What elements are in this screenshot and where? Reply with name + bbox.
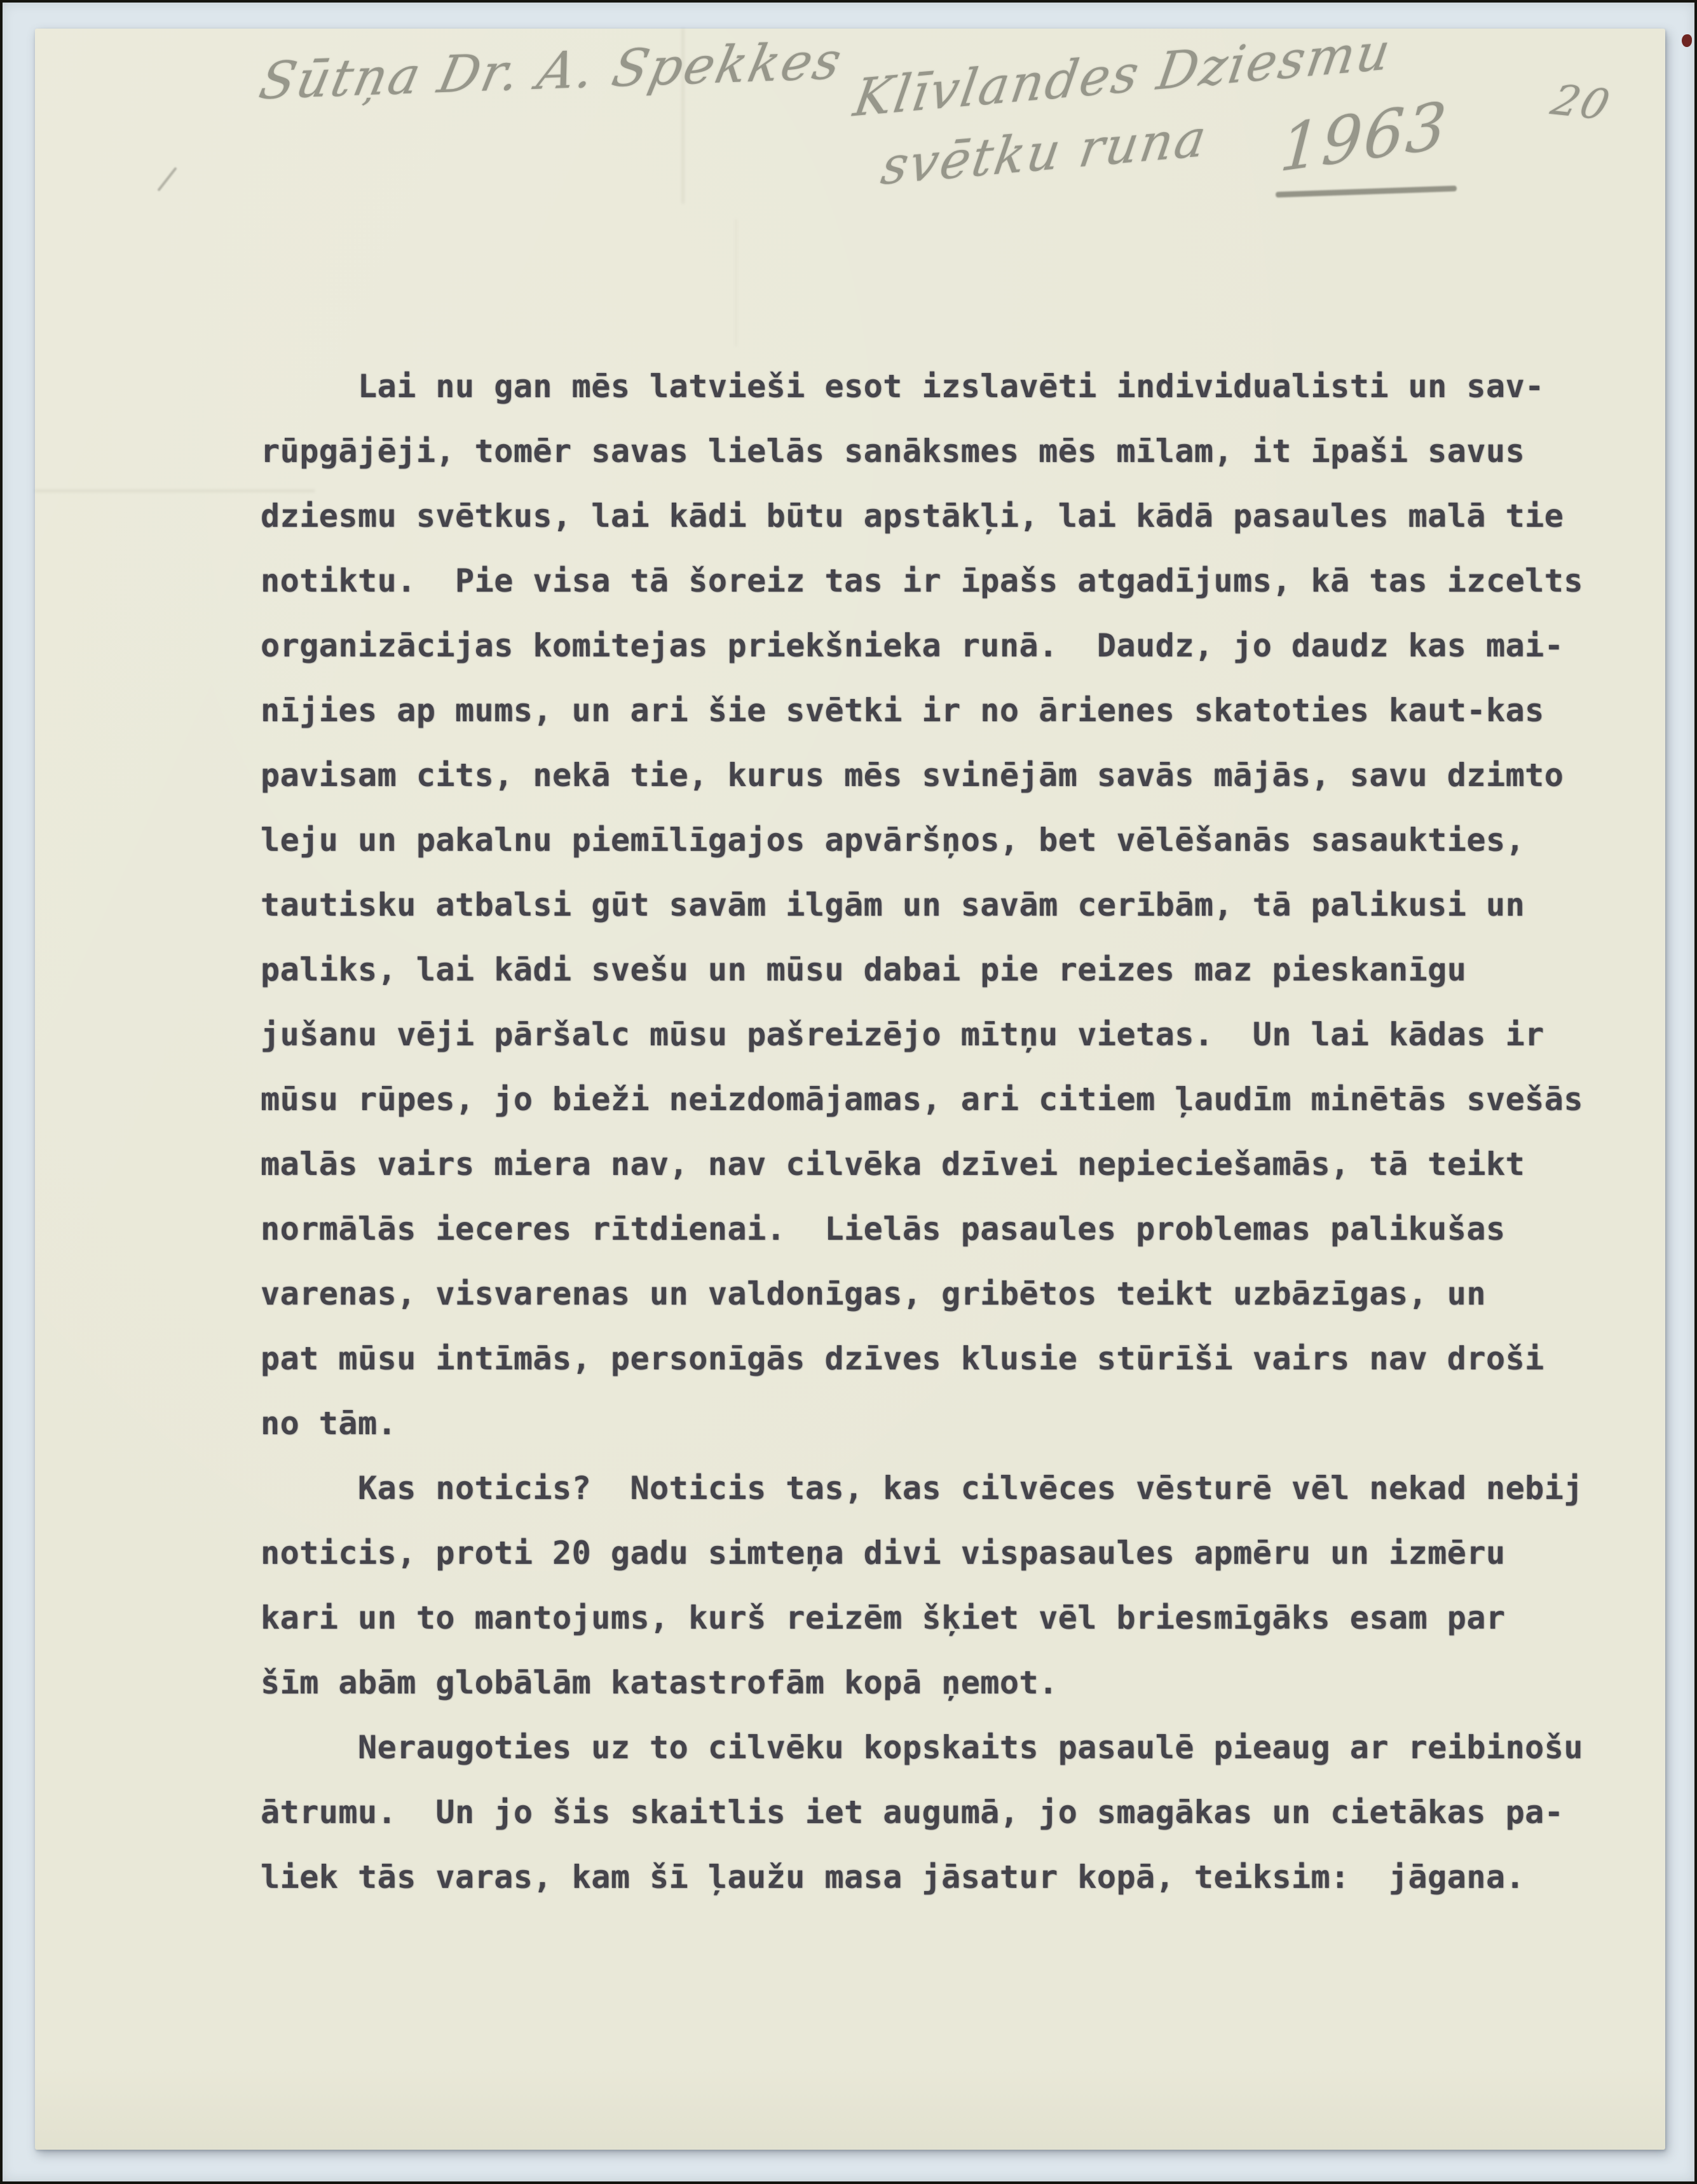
typed-line: no tām. xyxy=(261,1405,397,1442)
typed-line: liek tās varas, kam šī ļaužu masa jāsatur kopā, teiksim: jāgana. xyxy=(261,1859,1525,1896)
typed-line: paliks, lai kādi svešu un mūsu dabai pie reizes maz pieskanīgu xyxy=(261,951,1467,988)
typed-line: leju un pakalnu piemīlīgajos apvāršņos, bet vēlēšanās sasaukties, xyxy=(261,822,1525,858)
typed-line: organizācijas komitejas priekšnieka runā. Daudz, jo daudz kas mai- xyxy=(261,627,1564,664)
typed-line: malās vairs miera nav, nav cilvēka dzīvei nepieciešamās, tā teikt xyxy=(261,1146,1525,1183)
typed-line: šīm abām globālām katastrofām kopā ņemot. xyxy=(261,1664,1058,1701)
typed-line: jušanu vēji pāršalc mūsu pašreizējo mītņu vietas. Un lai kādas ir xyxy=(261,1016,1544,1053)
typed-line: tautisku atbalsi gūt savām ilgām un savām cerībām, tā palikusi un xyxy=(261,886,1525,923)
typed-line: notiktu. Pie visa tā šoreiz tas ir īpašs atgadījums, kā tas izcelts xyxy=(261,562,1583,599)
typed-line: mūsu rūpes, jo bieži neizdomājamas, ari citiem ļaudīm minētās svešās xyxy=(261,1081,1583,1118)
typed-line: varenas, visvarenas un valdonīgas, gribētos teikt uzbāzīgas, un xyxy=(261,1275,1486,1312)
typed-line: dziesmu svētkus, lai kādi būtu apstākļi, lai kādā pasaules malā tie xyxy=(261,498,1564,534)
year-underline xyxy=(1276,186,1457,198)
typed-line: kari un to mantojums, kurš reizēm šķiet vēl briesmīgāks esam par xyxy=(261,1599,1506,1636)
typed-line: rūpgājēji, tomēr savas lielās sanāksmes mēs mīlam, it īpaši savus xyxy=(261,433,1525,470)
typed-line: ātrumu. Un jo šis skaitlis iet augumā, jo smagākas un cietākas pa- xyxy=(261,1794,1564,1831)
paper-crease xyxy=(735,219,737,346)
typed-line: pavisam cits, nekā tie, kurus mēs svinējām savās mājās, savu dzimto xyxy=(261,757,1564,794)
handwritten-author-annotation: Sūtņa Dr. A. Spekkes xyxy=(254,31,848,111)
typed-line: pat mūsu intīmās, personīgās dzīves klusie stūrīši vairs nav droši xyxy=(261,1340,1544,1377)
pencil-tick-mark xyxy=(157,167,177,192)
typed-line: Kas noticis? Noticis tas, kas cilvēces vēsturē vēl nekad nebij xyxy=(261,1470,1583,1507)
typed-line: Neraugoties uz to cilvēku kopskaits pasaulē pieaug ar reibinošu xyxy=(261,1729,1583,1766)
typed-line: noticis, proti 20 gadu simteņa divi vispasaules apmēru un izmēru xyxy=(261,1535,1506,1571)
typed-text xyxy=(261,354,1640,1909)
typed-line: Lai nu gan mēs latvieši esot izslavēti individualisti un sav- xyxy=(261,368,1544,405)
document-page xyxy=(35,21,1665,2150)
typed-line: normālās ieceres rītdienai. Lielās pasaules problemas palikušas xyxy=(261,1211,1506,1247)
page-number: 20 xyxy=(1546,76,1617,130)
handwritten-title-line1: Klīvlandes Dziesmu xyxy=(850,21,1396,128)
scan-artifact xyxy=(1682,34,1692,47)
handwritten-title-line2: svētku runa xyxy=(877,107,1212,197)
typed-line: nījies ap mums, un ari šie svētki ir no ārienes skatoties kaut-kas xyxy=(261,692,1544,729)
handwritten-year: 1963 xyxy=(1278,87,1451,187)
